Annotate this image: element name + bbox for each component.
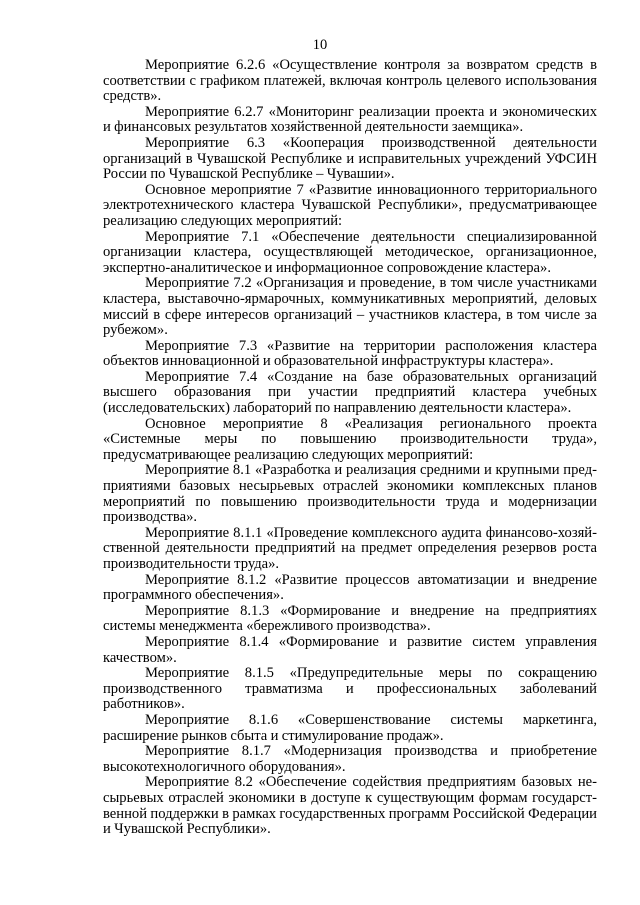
paragraph-6-3: Мероприятие 6.3 «Кооперация производственной деятельности организаций в Чувашской Республике и исправительных учреждений УФСИН России по Чувашской Республике – Чувашии». — [103, 134, 597, 183]
paragraph-7-2: Мероприятие 7.2 «Организация и проведение, в том числе участниками кластера, выставочно-ярмарочных, коммуникативных мероприятий, деловых миссий в сфере интересов организаций – участников кластера, в том числе за рубежом». — [103, 275, 597, 339]
document-body — [103, 58, 597, 838]
paragraph-8-2: Мероприятие 8.2 «Обеспечение содействия предприятиям базовых несырьевых отраслей экономики в доступе к существующим формам государственной поддержки в рамках государственных программ Российской Федерации и Чувашской Республики». — [103, 774, 597, 838]
paragraph-8-1-4: Мероприятие 8.1.4 «Формирование и развитие систем управления качеством». — [103, 633, 597, 666]
paragraph-7-3: Мероприятие 7.3 «Развитие на территории расположения кластера объектов инновационной и образовательной инфраструктуры кластера». — [103, 337, 597, 370]
paragraph-8-1: Мероприятие 8.1 «Разработка и реализация средними и крупными предприятиями базовых несырьевых отраслей экономики комплексных планов мероприятий по повышению производительности труда и модернизации производства». — [103, 462, 597, 526]
paragraph-6-2-7: Мероприятие 6.2.7 «Мониторинг реализации проекта и экономических и финансовых результатов хозяйственной деятельности заемщика». — [103, 103, 597, 136]
paragraph-6-2-6: Мероприятие 6.2.6 «Осуществление контроля за возвратом средств в соответствии с графиком платежей, включая контроль целевого использования средств». — [103, 57, 597, 105]
paragraph-8-1-6: Мероприятие 8.1.6 «Совершенствование системы маркетинга, расширение рынков сбыта и стимулирование продаж». — [103, 711, 597, 744]
paragraph-8-1-2: Мероприятие 8.1.2 «Развитие процессов автоматизации и внедрение программного обеспечения». — [103, 571, 597, 604]
paragraph-main-7: Основное мероприятие 7 «Развитие инновационного территориального электротехнического кластера Чувашской Республики», предусматривающее реализацию следующих мероприятий: — [103, 181, 597, 229]
paragraph-main-8: Основное мероприятие 8 «Реализация регионального проекта «Системные меры по повышению производительности труда», предусматривающее реализацию следующих мероприятий: — [103, 415, 597, 463]
paragraph-7-1: Мероприятие 7.1 «Обеспечение деятельности специализированной организации кластера, осуществляющей методическое, организационное, экспертно-аналитическое и информационное сопровождение кластера». — [103, 228, 597, 276]
paragraph-8-1-1: Мероприятие 8.1.1 «Проведение комплексного аудита финансово-хозяйственной деятельности предприятий на предмет определения резервов роста производительности труда». — [103, 524, 597, 572]
paragraph-8-1-3: Мероприятие 8.1.3 «Формирование и внедрение на предприятиях системы менеджмента «бережливого производства». — [103, 602, 597, 635]
paragraph-7-4: Мероприятие 7.4 «Создание на базе образовательных организаций высшего образования при участии предприятий кластера учебных (исследовательских) лабораторий по направлению деятельности кластера». — [103, 368, 597, 417]
paragraph-8-1-7: Мероприятие 8.1.7 «Модернизация производства и приобретение высокотехнологичного оборудования». — [103, 743, 597, 775]
page-number: 10 — [312, 37, 328, 53]
paragraph-8-1-5: Мероприятие 8.1.5 «Предупредительные меры по сокращению производственного травматизма и профессиональных заболеваний работников». — [103, 665, 597, 713]
